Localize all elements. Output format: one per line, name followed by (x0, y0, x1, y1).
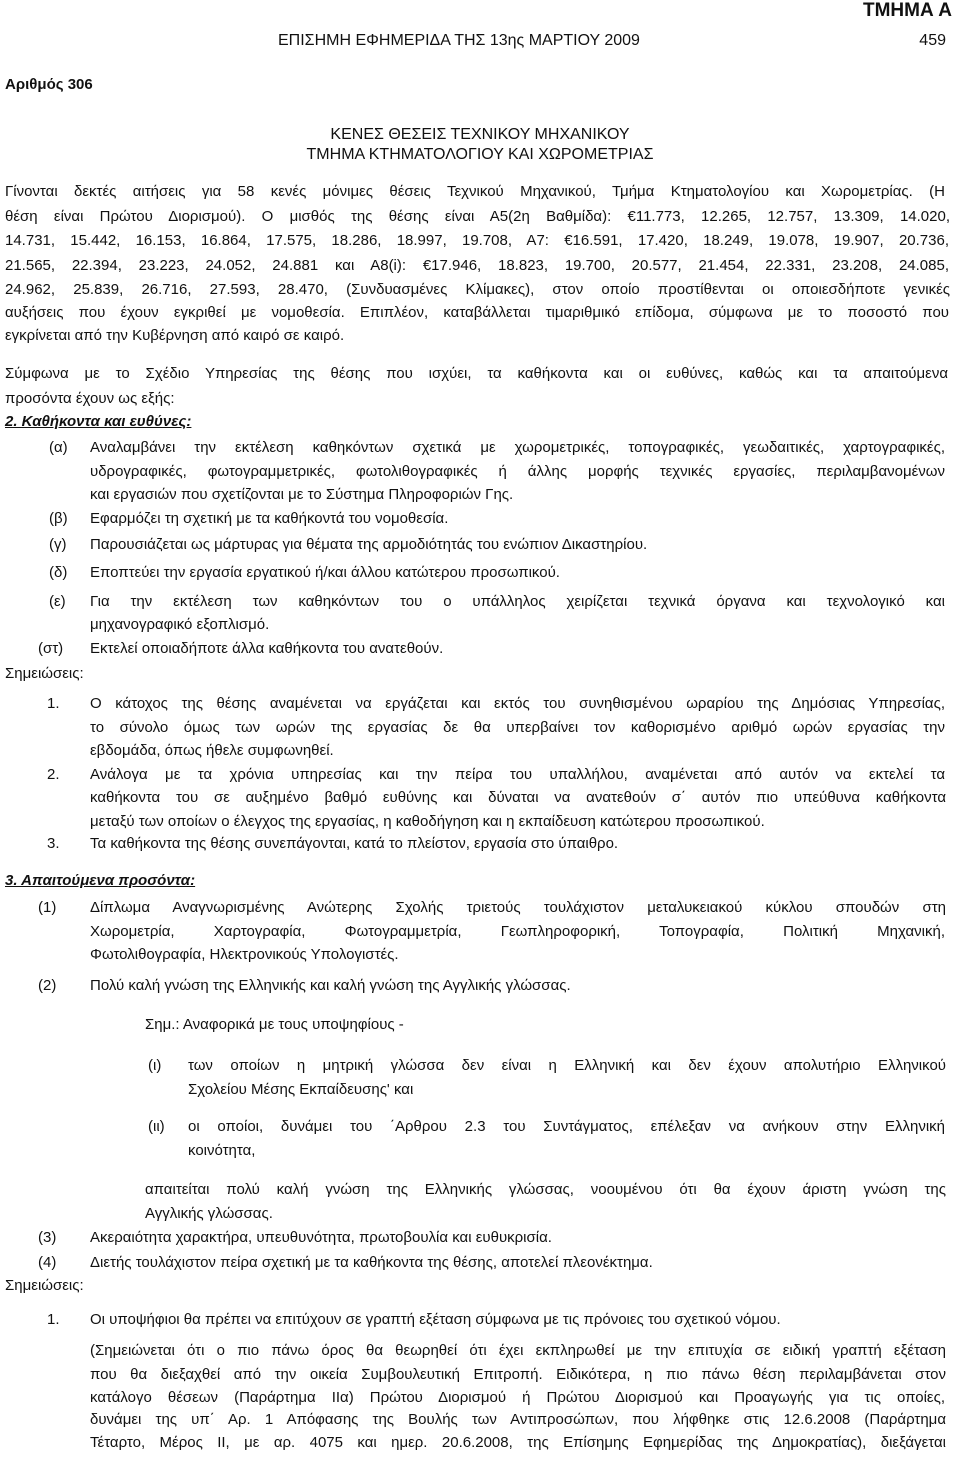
duty-label: (ε) (49, 593, 66, 610)
paren-line: δυνάμει της υπ΄ Αρ. 1 Απόφασης της Βουλής των Αντιπροσώπων, που λήφθηκε στις 12.6.2008 (Παράρτημα (90, 1411, 946, 1428)
note-line: καθήκοντα του σε αυξημένο βαθμό ευθύνης και δύναται να ανατεθούν σ΄ αυτόν πιο υπεύθυνα καθήκοντα (90, 789, 946, 806)
page-number: 459 (919, 32, 946, 49)
duty-label: (γ) (49, 536, 67, 553)
title-line: ΤΜΗΜΑ ΚΤΗΜΑΤΟΛΟΓΙΟΥ ΚΑΙ ΧΩΡΟΜΕΤΡΙΑΣ (306, 146, 654, 163)
req-label: (4) (38, 1254, 57, 1271)
req-label: (2) (38, 977, 57, 994)
req-sub-line: των οποίων η μητρική γλώσσα δεν είναι η Ελληνική και δεν έχουν απολυτήριο Ελληνικού (188, 1057, 946, 1074)
paren-line: Τέταρτο, Μέρος ΙΙ, με αρ. 4075 και ημερ. 20.6.2008, της Επίσημης Εφημερίδας της Δημοκρατίας), διεξάγεται (90, 1434, 946, 1451)
intro-line: Γίνονται δεκτές αιτήσεις για 58 κενές μόνιμες θέσεις Τεχνικού Μηχανικού, Τμήμα Κτηματολογίου και Χωρομετρίας. (Η (5, 183, 945, 200)
duty-line: μηχανογραφικό εξοπλισμό. (90, 616, 270, 633)
paren-line: (Σημειώνεται ότι ο πιο πάνω όρος θα θεωρηθεί ότι έχει εκπληρωθεί με την επιτυχία σε ειδική γραπτή εξέταση (90, 1342, 946, 1359)
intro-line: 24.962, 25.839, 26.716, 27.593, 28.470, (Συνδυασμένες Κλίμακες), στον οποίο προστίθενται οι οποιεσδήποτε γενικές (5, 281, 950, 298)
scheme-intro-line: Σύμφωνα με το Σχέδιο Υπηρεσίας της θέσης που ισχύει, τα καθήκοντα και οι ευθύνες, καθώς και τα απαιτούμενα (5, 365, 948, 382)
duty-label: (α) (49, 439, 68, 456)
note-line: μεταξύ των οποίων ο έλεγχος της εργασίας, η καθοδήγηση και η εκπαίδευση κατώτερου προσωπικού. (90, 813, 765, 830)
intro-line: 21.565, 22.394, 23.223, 24.052, 24.881 και Α8(i): €17.946, 18.823, 19.700, 20.577, 21.454, 22.331, 23.208, 24.085, (5, 257, 949, 274)
duty-label: (στ) (38, 640, 64, 657)
req-line: Πολύ καλή γνώση της Ελληνικής και καλή γνώση της Αγγλικής γλώσσας. (90, 977, 571, 994)
notes-heading: Σημειώσεις: (5, 665, 84, 682)
intro-line: εγκρίνεται από την Κυβέρνηση από καιρό σε καιρό. (5, 327, 345, 344)
req-sub-line: κοινότητα, (188, 1142, 256, 1159)
gazette-title: ΕΠΙΣΗΜΗ ΕΦΗΜΕΡΙΔΑ ΤΗΣ 13ης ΜΑΡΤΙΟΥ 2009 (278, 32, 640, 49)
duty-line: Εποπτεύει την εργασία εργατικού ή/και άλλου κατώτερου προσωπικού. (90, 564, 560, 581)
note-line: Τα καθήκοντα της θέσης συνεπάγονται, κατά το πλείστον, εργασία στο ύπαιθρο. (90, 835, 619, 852)
note-line: Ανάλογα με τα χρόνια υπηρεσίας και την πείρα του υπαλλήλου, αναμένεται από αυτόν να εκτελεί τα (90, 766, 945, 783)
duty-line: Παρουσιάζεται ως μάρτυρας για θέματα της αρμοδιότητάς του ενώπιον Δικαστηρίου. (90, 536, 648, 553)
duty-line: Για την εκτέλεση των καθηκόντων του ο υπάλληλος χειρίζεται τεχνικά όργανα και τεχνολογικό και (90, 593, 945, 610)
note-line: εβδομάδα, όπως ήθελε συμφωνηθεί. (90, 742, 334, 759)
notes-heading: Σημειώσεις: (5, 1277, 84, 1294)
title-line: ΚΕΝΕΣ ΘΕΣΕΙΣ ΤΕΧΝΙΚΟΥ ΜΗΧΑΝΙΚΟΥ (330, 126, 630, 143)
req-sub-line: Σχολείου Μέσης Εκπαίδευσης' και (188, 1081, 414, 1098)
note-line: Ο κάτοχος της θέσης αναμένεται να εργάζεται και εκτός του συνηθισμένου ωραρίου της Δημόσιας Υπηρεσίας, (90, 695, 945, 712)
note-line: το σύνολο όμως των ωρών της εργασίας δε θα υπερβαίνει τον καθορισμένο αριθμό ωρών εργασίας την (90, 719, 945, 736)
note-label: 1. (47, 695, 60, 712)
duty-line: Εκτελεί οποιαδήποτε άλλα καθήκοντα του ανατεθούν. (90, 640, 444, 657)
intro-line: αυξήσεις που έχουν εγκριθεί με νομοθεσία. Επιπλέον, καταβάλλεται τιμαριθμικό επίδομα, σύμφωνα με το ποσοστό που (5, 304, 949, 321)
duty-line: Εφαρμόζει τη σχετική με τα καθήκοντά του νομοθεσία. (90, 510, 449, 527)
intro-line: θέση είναι Πρώτου Διορισμού). Ο μισθός της θέσης είναι Α5(2η Βαθμίδα): €11.773, 12.265, 12.757, 13.309, 14.020, (5, 208, 950, 225)
note-line: Οι υποψήφιοι θα πρέπει να επιτύχουν σε γραπτή εξέταση σύμφωνα με τις πρόνοιες του σχετικού νόμου. (90, 1311, 781, 1328)
req-tail-line: απαιτείται πολύ καλή γνώση της Ελληνικής γλώσσας, νοουμένου ότι θα έχουν άριστη γνώση της (145, 1181, 946, 1198)
duties-heading: 2. Καθήκοντα και ευθύνες: (5, 413, 192, 430)
notice-number: Αριθμός 306 (5, 76, 93, 93)
req-line: Ακεραιότητα χαρακτήρα, υπευθυνότητα, πρωτοβουλία και ευθυκρισία. (90, 1229, 552, 1246)
scheme-intro-line: προσόντα έχουν ως εξής: (5, 390, 175, 407)
section-label: ΤΜΗΜΑ Α (863, 0, 952, 21)
req-label: (1) (38, 899, 57, 916)
req-line: Δίπλωμα Αναγνωρισμένης Ανώτερης Σχολής τριετούς τουλάχιστον μεταλυκειακού κύκλου σπουδών στη (90, 899, 946, 916)
note-label: 3. (47, 835, 60, 852)
req-sub-line: οι οποίοι, δυνάμει του ΄Αρθρου 2.3 του Συντάγματος, επέλεξαν να ανήκουν στην Ελληνική (188, 1118, 945, 1135)
req-line: Χωρομετρία, Χαρτογραφία, Φωτογραμμετρία, Γεωπληροφορική, Τοπογραφία, Πολιτική Μηχανική, (90, 923, 945, 940)
req-sub-label: (ι) (148, 1057, 162, 1074)
note-label: 2. (47, 766, 60, 783)
paren-line: κατάλογο θέσεων (Παράρτημα ΙΙα) Πρώτου Διορισμού ή Πρώτου Διορισμού και Προαγωγής για τις οποίες, (90, 1389, 945, 1406)
duty-line: Αναλαμβάνει την εκτέλεση καθηκόντων σχετικά με χωρομετρικές, τοπογραφικές, γεωδαιτικές, χαρτογραφικές, (90, 439, 945, 456)
req-sub-label: (ιι) (148, 1118, 165, 1135)
requirements-heading: 3. Απαιτούμενα προσόντα: (5, 872, 196, 889)
intro-line: 14.731, 15.442, 16.153, 16.864, 17.575, 18.286, 18.997, 19.708, Α7: €16.591, 17.420, 18.249, 19.078, 19.907, 20.736, (5, 232, 949, 249)
req-note: Σημ.: Αναφορικά με τους υποψηφίους - (145, 1016, 404, 1033)
req-label: (3) (38, 1229, 57, 1246)
duty-line: υδρογραφικές, φωτογραμμετρικές, φωτολιθογραφικές ή άλλης μορφής τεχνικές εργασίες, περιλαμβανομένων (90, 463, 945, 480)
req-line: Φωτολιθογραφία, Ηλεκτρονικούς Υπολογιστές. (90, 946, 399, 963)
document-title (0, 125, 960, 165)
paren-line: που θα διεξαχθεί από την οικεία Συμβουλευτική Επιτροπή. Ειδικότερα, η πιο πάνω θέση περιλαμβάνεται στον (90, 1366, 946, 1383)
req-tail-line: Αγγλικής γλώσσας. (145, 1205, 273, 1222)
duty-line: και εργασιών που σχετίζονται με το Σύστημα Πληροφοριών Γης. (90, 486, 514, 503)
duty-label: (δ) (49, 564, 68, 581)
req-line: Διετής τουλάχιστον πείρα σχετική με τα καθήκοντα της θέσης, αποτελεί πλεονέκτημα. (90, 1254, 653, 1271)
duty-label: (β) (49, 510, 68, 527)
note-label: 1. (47, 1311, 60, 1328)
